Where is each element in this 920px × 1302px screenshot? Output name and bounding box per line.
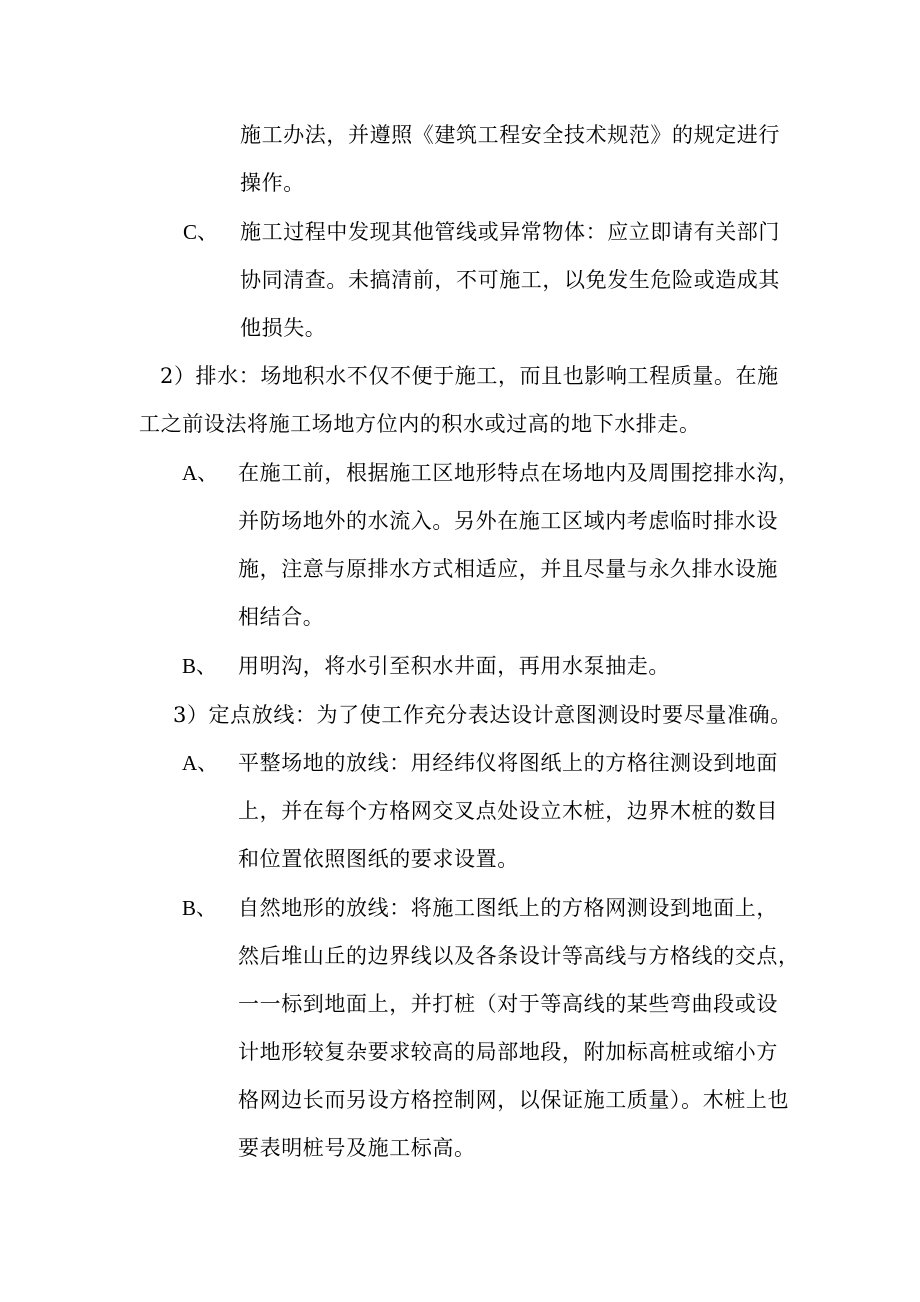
- paragraph-line: 施，注意与原排水方式相适应，并且尽量与永久排水设施: [238, 557, 778, 581]
- section-heading-line: 2）排水：场地积水不仅不便于施工，而且也影响工程质量。在施: [160, 364, 779, 388]
- paragraph-line: 用明沟，将水引至积水井面，再用水泵抽走。: [238, 654, 670, 678]
- paragraph-line: 上，并在每个方格网交叉点处设立木桩，边界木桩的数目: [238, 799, 778, 823]
- list-marker: C、: [183, 220, 219, 244]
- list-marker: A、: [182, 461, 219, 485]
- paragraph-line: 然后堆山丘的边界线以及各条设计等高线与方格线的交点，: [238, 944, 800, 968]
- paragraph-line: 自然地形的放线：将施工图纸上的方格网测设到地面上，: [238, 896, 778, 920]
- paragraph-line: 工之前设法将施工场地方位内的积水或过高的地下水排走。: [139, 412, 701, 436]
- list-marker: B、: [182, 654, 218, 678]
- section-heading-line: 3）定点放线：为了使工作充分表达设计意图测设时要尽量准确。: [173, 703, 792, 727]
- list-marker: A、: [182, 751, 219, 775]
- paragraph-line: 相结合。: [238, 605, 325, 629]
- paragraph-line: 并防场地外的水流入。另外在施工区域内考虑临时排水设: [238, 509, 778, 533]
- paragraph-line: 他损失。: [240, 316, 327, 340]
- paragraph-line: 要表明桩号及施工标高。: [238, 1136, 476, 1160]
- paragraph-line: 一一标到地面上，并打桩（对于等高线的某些弯曲段或设: [238, 992, 778, 1016]
- paragraph-line: 操作。: [240, 171, 305, 195]
- list-marker: B、: [182, 896, 218, 920]
- paragraph-line: 格网边长而另设方格控制网，以保证施工质量）。木桩上也: [238, 1088, 790, 1112]
- paragraph-line: 计地形较复杂要求较高的局部地段，附加标高桩或缩小方: [238, 1040, 778, 1064]
- paragraph-line: 在施工前，根据施工区地形特点在场地内及周围挖排水沟，: [238, 461, 800, 485]
- paragraph-line: 协同清查。未搞清前，不可施工，以免发生危险或造成其: [240, 268, 780, 292]
- paragraph-line: 平整场地的放线：用经纬仪将图纸上的方格往测设到地面: [238, 751, 778, 775]
- paragraph-line: 和位置依照图纸的要求设置。: [238, 847, 519, 871]
- paragraph-line: 施工办法，并遵照《建筑工程安全技术规范》的规定进行: [240, 123, 780, 147]
- paragraph-line: 施工过程中发现其他管线或异常物体：应立即请有关部门: [240, 220, 780, 244]
